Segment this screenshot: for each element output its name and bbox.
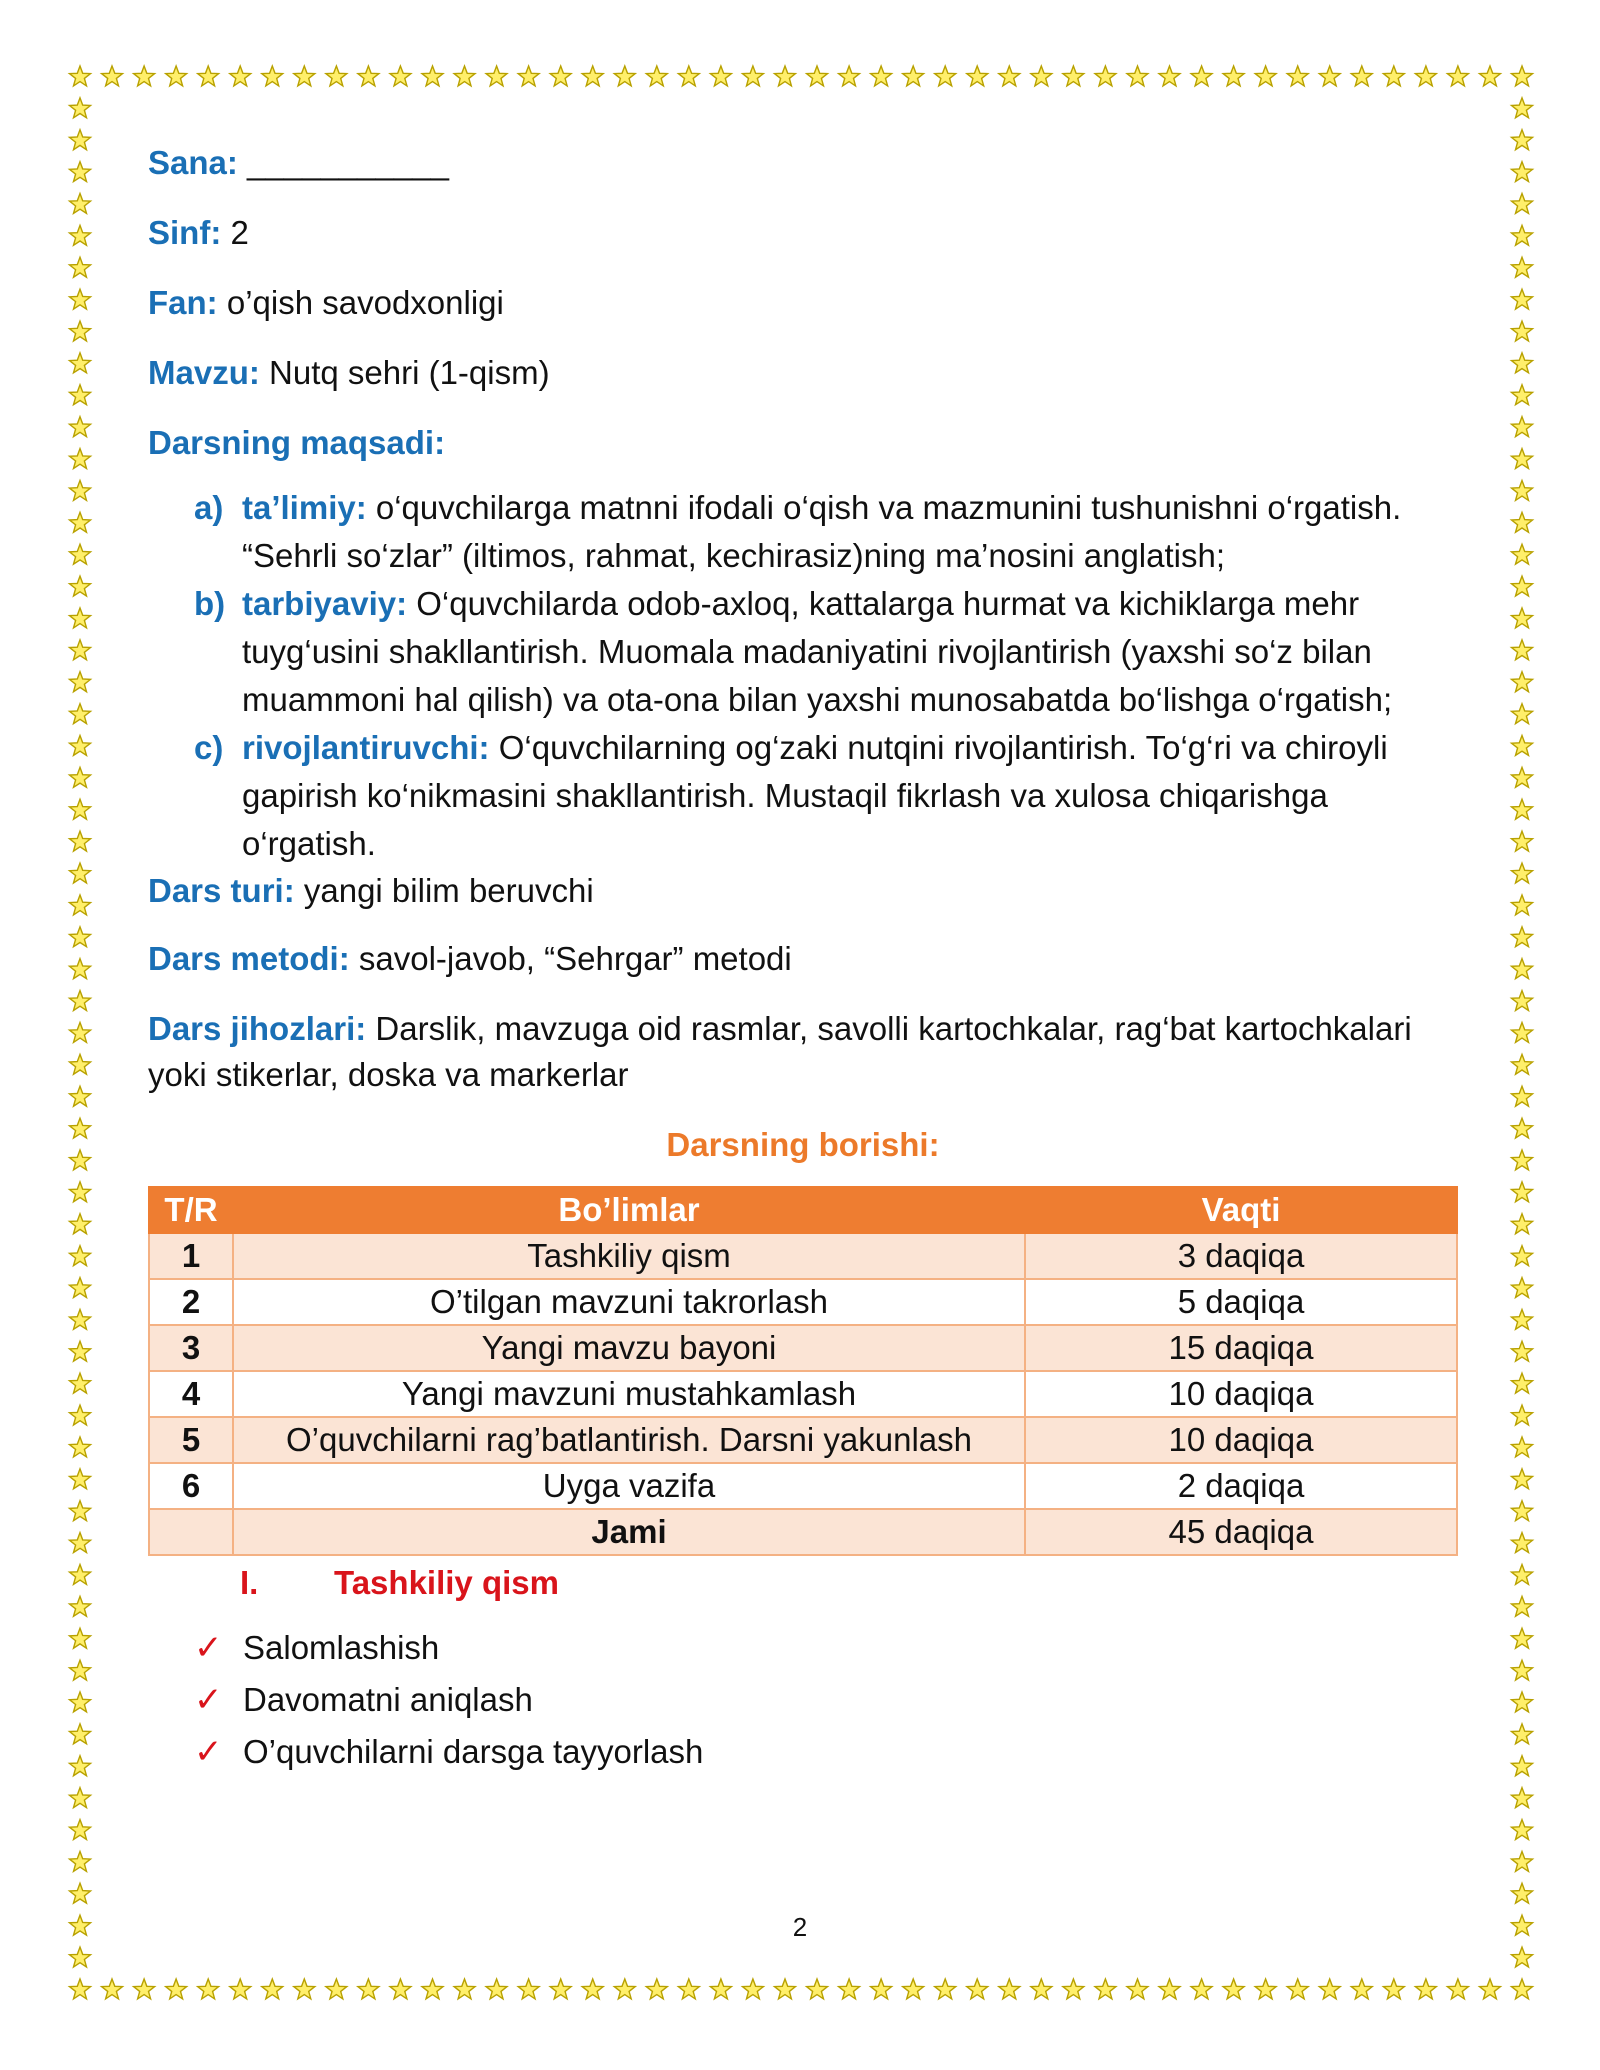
star-icon: [1512, 959, 1533, 979]
star-icon: [294, 1979, 315, 1999]
star-icon: [1512, 1469, 1533, 1489]
star-icon: [70, 1724, 91, 1744]
star-icon: [1512, 449, 1533, 469]
star-icon: [70, 449, 91, 469]
goal-label: rivojlantiruvchi:: [242, 729, 490, 766]
checklist: [148, 1622, 1458, 1778]
star-icon: [1512, 1437, 1533, 1457]
star-icon: [1512, 608, 1533, 628]
star-icon: [1512, 1820, 1533, 1840]
star-icon: [1512, 1692, 1533, 1712]
star-icon: [1031, 1979, 1052, 1999]
star-icon: [903, 1979, 924, 1999]
star-icon: [70, 831, 91, 851]
star-icon: [70, 1278, 91, 1298]
grade-label: Sinf:: [148, 214, 222, 251]
star-icon: [1512, 512, 1533, 532]
row-number: 5: [149, 1417, 233, 1463]
row-number: 3: [149, 1325, 233, 1371]
table-row: [149, 1371, 1457, 1417]
star-icon: [294, 66, 315, 86]
star-icon: [1383, 66, 1404, 86]
row-time: 10 daqiqa: [1025, 1371, 1457, 1417]
star-icon: [646, 1979, 667, 1999]
star-icon: [1512, 321, 1533, 341]
star-icon: [1512, 1852, 1533, 1872]
star-icon: [710, 66, 731, 86]
star-icon: [1287, 66, 1308, 86]
star-icon: [1159, 66, 1180, 86]
star-icon: [1383, 1979, 1404, 1999]
topic-value: Nutq sehri (1-qism): [269, 354, 550, 391]
star-icon: [550, 66, 571, 86]
star-icon: [1512, 98, 1533, 118]
star-icon: [1512, 1278, 1533, 1298]
table-total-row: [149, 1509, 1457, 1555]
table-header-row: [149, 1187, 1457, 1233]
star-icon: [1512, 1883, 1533, 1903]
star-icon: [518, 66, 539, 86]
star-icon: [70, 1086, 91, 1106]
star-icon: [678, 1979, 699, 1999]
star-icon: [70, 1692, 91, 1712]
star-icon: [1319, 66, 1340, 86]
star-icon: [70, 1246, 91, 1266]
star-icon: [646, 66, 667, 86]
star-icon: [999, 66, 1020, 86]
topic-field: [148, 350, 1458, 396]
method-field: [148, 936, 1458, 982]
star-icon: [70, 353, 91, 373]
star-icon: [70, 512, 91, 532]
star-icon: [582, 66, 603, 86]
star-icon: [70, 1979, 91, 1999]
star-icon: [70, 98, 91, 118]
method-label: Dars metodi:: [148, 940, 350, 977]
star-icon: [1223, 1979, 1244, 1999]
star-icon: [935, 66, 956, 86]
star-icon: [70, 959, 91, 979]
star-icon: [70, 1852, 91, 1872]
star-icon: [518, 1979, 539, 1999]
star-icon: [1223, 66, 1244, 86]
star-icon: [1127, 1979, 1148, 1999]
star-icon: [935, 1979, 956, 1999]
star-icon: [70, 1437, 91, 1457]
star-icon: [1512, 130, 1533, 150]
plan-title: Darsning borishi:: [666, 1126, 940, 1163]
goal-marker: c): [194, 729, 224, 766]
checklist-item: [148, 1674, 1458, 1726]
star-icon: [1447, 1979, 1468, 1999]
row-number: 2: [149, 1279, 233, 1325]
star-icon: [486, 66, 507, 86]
star-icon: [1512, 1565, 1533, 1585]
star-icon: [454, 66, 475, 86]
lesson-type-label: Dars turi:: [148, 872, 295, 909]
star-icon: [70, 1310, 91, 1330]
goal-item: [148, 484, 1458, 580]
star-icon: [70, 1533, 91, 1553]
star-icon: [1095, 1979, 1116, 1999]
star-icon: [134, 66, 155, 86]
star-icon: [1512, 385, 1533, 405]
star-icon: [1127, 66, 1148, 86]
star-icon: [807, 66, 828, 86]
total-value: 45 daqiqa: [1025, 1509, 1457, 1555]
star-icon: [582, 1979, 603, 1999]
star-icon: [166, 66, 187, 86]
star-icon: [1512, 1023, 1533, 1043]
star-icon: [871, 1979, 892, 1999]
star-icon: [1512, 1628, 1533, 1648]
star-icon: [1512, 1596, 1533, 1616]
goal-text: O‘quvchilarda odob-axloq, kattalarga hurmat va kichiklarga mehr tuyg‘usini shakllantirish. Muomala madaniyatini rivojlantirish (yaxshi so‘z bilan muammoni hal qilish) va ota-ona bilan yaxshi munosabatda bo‘lishga o‘rgatish;: [242, 585, 1393, 718]
row-section: Tashkiliy qism: [233, 1233, 1025, 1279]
row-section: O’quvchilarni rag’batlantirish. Darsni yakunlash: [233, 1417, 1025, 1463]
star-icon: [1512, 162, 1533, 182]
checklist-item: [148, 1726, 1458, 1778]
star-icon: [1191, 1979, 1212, 1999]
star-icon: [1415, 1979, 1436, 1999]
row-time: 15 daqiqa: [1025, 1325, 1457, 1371]
equipment-field: [148, 1006, 1458, 1098]
date-field: [148, 140, 1458, 186]
star-icon: [198, 66, 219, 86]
star-icon: [1159, 1979, 1180, 1999]
star-icon: [70, 576, 91, 596]
row-number: 6: [149, 1463, 233, 1509]
star-icon: [839, 1979, 860, 1999]
star-icon: [1512, 1947, 1533, 1967]
lesson-plan-table: [148, 1186, 1458, 1556]
star-icon: [102, 1979, 123, 1999]
star-icon: [70, 417, 91, 437]
star-icon: [1512, 1118, 1533, 1138]
section-title: Tashkiliy qism: [334, 1564, 559, 1601]
star-icon: [1351, 1979, 1372, 1999]
star-icon: [70, 1469, 91, 1489]
topic-label: Mavzu:: [148, 354, 260, 391]
section-roman-numeral: I.: [240, 1564, 259, 1601]
section-heading: [240, 1560, 1458, 1606]
goal-text: O‘quvchilarning og‘zaki nutqini rivojlantirish. To‘g‘ri va chiroyli gapirish ko‘nikmasini shakllantirish. Mustaqil fikrlash va xulosa chiqarishga o‘rgatish.: [242, 729, 1388, 862]
star-icon: [614, 66, 635, 86]
star-icon: [70, 1820, 91, 1840]
star-icon: [1512, 1979, 1533, 1999]
star-icon: [358, 1979, 379, 1999]
star-icon: [1512, 225, 1533, 245]
star-icon: [967, 66, 988, 86]
star-icon: [1512, 927, 1533, 947]
star-icon: [614, 1979, 635, 1999]
star-icon: [70, 1947, 91, 1967]
star-icon: [70, 481, 91, 501]
date-blank: ___________: [247, 144, 449, 181]
star-icon: [1063, 66, 1084, 86]
star-icon: [1512, 1341, 1533, 1361]
star-icon: [710, 1979, 731, 1999]
star-icon: [1512, 289, 1533, 309]
star-icon: [1512, 1533, 1533, 1553]
star-icon: [134, 1979, 155, 1999]
row-section: O’tilgan mavzuni takrorlash: [233, 1279, 1025, 1325]
star-icon: [70, 130, 91, 150]
goal-marker: a): [194, 489, 224, 526]
page-number: 2: [792, 1912, 808, 1942]
row-number: 1: [149, 1233, 233, 1279]
star-icon: [70, 1373, 91, 1393]
goals-list: [148, 484, 1458, 868]
star-icon: [70, 289, 91, 309]
total-label: Jami: [233, 1509, 1025, 1555]
star-icon: [1255, 1979, 1276, 1999]
star-icon: [1512, 831, 1533, 851]
star-icon: [454, 1979, 475, 1999]
star-icon: [486, 1979, 507, 1999]
grade-value: 2: [230, 214, 249, 251]
goal-label: tarbiyaviy:: [242, 585, 408, 622]
star-icon: [70, 257, 91, 277]
table-row: [149, 1463, 1457, 1509]
table-row: [149, 1279, 1457, 1325]
star-icon: [70, 863, 91, 883]
star-icon: [1447, 66, 1468, 86]
star-icon: [230, 66, 251, 86]
col-header-time: Vaqti: [1025, 1187, 1457, 1233]
star-icon: [1191, 66, 1212, 86]
method-value: savol-javob, “Sehrgar” metodi: [358, 940, 792, 977]
col-header-sections: Bo’limlar: [233, 1187, 1025, 1233]
star-icon: [70, 1660, 91, 1680]
star-icon: [775, 1979, 796, 1999]
checkmark-icon: ✓: [194, 1629, 223, 1667]
star-icon: [70, 1596, 91, 1616]
star-icon: [1512, 576, 1533, 596]
star-icon: [70, 991, 91, 1011]
star-icon: [1512, 767, 1533, 787]
checklist-item-label: Davomatni aniqlash: [243, 1681, 533, 1718]
star-icon: [70, 321, 91, 341]
star-icon: [1512, 257, 1533, 277]
star-icon: [70, 1341, 91, 1361]
star-icon: [1512, 1405, 1533, 1425]
star-icon: [70, 895, 91, 915]
star-icon: [1512, 1182, 1533, 1202]
star-icon: [70, 1405, 91, 1425]
star-icon: [70, 608, 91, 628]
row-section: Yangi mavzuni mustahkamlash: [233, 1371, 1025, 1417]
star-icon: [1512, 353, 1533, 373]
star-icon: [70, 194, 91, 214]
row-section: Yangi mavzu bayoni: [233, 1325, 1025, 1371]
subject-value: o’qish savodxonligi: [226, 284, 504, 321]
star-icon: [1063, 1979, 1084, 1999]
star-icon: [1512, 1373, 1533, 1393]
star-icon: [775, 66, 796, 86]
total-number-cell: [149, 1509, 233, 1555]
star-icon: [1512, 417, 1533, 437]
star-icon: [198, 1979, 219, 1999]
table-row: [149, 1233, 1457, 1279]
star-icon: [1480, 66, 1501, 86]
lesson-plan-page: [148, 140, 1458, 1778]
star-icon: [70, 66, 91, 86]
star-icon: [1512, 1310, 1533, 1330]
star-icon: [1095, 66, 1116, 86]
star-icon: [1512, 863, 1533, 883]
checklist-item-label: O’quvchilarni darsga tayyorlash: [243, 1733, 704, 1770]
star-icon: [1512, 1086, 1533, 1106]
star-icon: [678, 66, 699, 86]
row-time: 10 daqiqa: [1025, 1417, 1457, 1463]
star-icon: [422, 1979, 443, 1999]
star-icon: [1512, 672, 1533, 692]
lesson-type-field: [148, 868, 1458, 914]
star-icon: [262, 1979, 283, 1999]
table-row: [149, 1325, 1457, 1371]
star-icon: [1480, 1979, 1501, 1999]
star-icon: [70, 1150, 91, 1170]
subject-label: Fan:: [148, 284, 218, 321]
star-icon: [550, 1979, 571, 1999]
star-icon: [1512, 194, 1533, 214]
star-icon: [70, 927, 91, 947]
star-icon: [1255, 66, 1276, 86]
star-icon: [1512, 736, 1533, 756]
goal-marker: b): [194, 585, 226, 622]
checkmark-icon: ✓: [194, 1681, 223, 1719]
star-icon: [1512, 1150, 1533, 1170]
star-icon: [326, 66, 347, 86]
row-time: 2 daqiqa: [1025, 1463, 1457, 1509]
star-icon: [807, 1979, 828, 1999]
star-icon: [70, 640, 91, 660]
star-icon: [358, 66, 379, 86]
star-icon: [390, 1979, 411, 1999]
star-icon: [871, 66, 892, 86]
star-icon: [262, 66, 283, 86]
star-icon: [1512, 704, 1533, 724]
star-icon: [1512, 66, 1533, 86]
star-icon: [70, 799, 91, 819]
star-icon: [743, 1979, 764, 1999]
star-icon: [70, 1756, 91, 1776]
star-icon: [70, 1628, 91, 1648]
star-icon: [390, 66, 411, 86]
star-icon: [70, 162, 91, 182]
star-icon: [1512, 640, 1533, 660]
checkmark-icon: ✓: [194, 1733, 223, 1771]
lesson-type-value: yangi bilim beruvchi: [303, 872, 594, 909]
subject-field: [148, 280, 1458, 326]
star-icon: [1512, 481, 1533, 501]
star-icon: [1512, 1501, 1533, 1521]
star-icon: [839, 66, 860, 86]
goals-heading: [148, 420, 1458, 466]
row-time: 5 daqiqa: [1025, 1279, 1457, 1325]
goals-label: Darsning maqsadi:: [148, 424, 446, 461]
star-icon: [967, 1979, 988, 1999]
checklist-item-label: Salomlashish: [243, 1629, 440, 1666]
star-icon: [70, 1182, 91, 1202]
date-label: Sana:: [148, 144, 238, 181]
star-icon: [1287, 1979, 1308, 1999]
star-icon: [70, 1565, 91, 1585]
star-icon: [1512, 544, 1533, 564]
star-icon: [1512, 1756, 1533, 1776]
star-icon: [903, 66, 924, 86]
row-number: 4: [149, 1371, 233, 1417]
star-icon: [1512, 1246, 1533, 1266]
star-icon: [70, 1054, 91, 1074]
equipment-value: Darslik, mavzuga oid rasmlar, savolli kartochkalar, rag‘bat kartochkalari yoki stikerlar, doska va markerlar: [148, 1010, 1412, 1093]
row-time: 3 daqiqa: [1025, 1233, 1457, 1279]
grade-field: [148, 210, 1458, 256]
star-icon: [70, 385, 91, 405]
goal-item: [148, 724, 1458, 868]
star-icon: [1512, 1214, 1533, 1234]
star-icon: [1512, 1054, 1533, 1074]
star-icon: [1319, 1979, 1340, 1999]
star-icon: [1512, 1660, 1533, 1680]
star-icon: [102, 66, 123, 86]
star-icon: [230, 1979, 251, 1999]
star-icon: [70, 544, 91, 564]
goal-label: ta’limiy:: [242, 489, 367, 526]
star-icon: [166, 1979, 187, 1999]
star-icon: [422, 66, 443, 86]
star-icon: [70, 1883, 91, 1903]
goal-item: [148, 580, 1458, 724]
star-icon: [70, 1118, 91, 1138]
table-row: [149, 1417, 1457, 1463]
star-icon: [70, 704, 91, 724]
star-icon: [70, 672, 91, 692]
star-icon: [743, 66, 764, 86]
star-icon: [1512, 799, 1533, 819]
star-icon: [70, 225, 91, 245]
star-icon: [1351, 66, 1372, 86]
star-icon: [70, 767, 91, 787]
star-icon: [1512, 1724, 1533, 1744]
goal-text: o‘quvchilarga matnni ifodali o‘qish va mazmunini tushunishni o‘rgatish. “Sehrli so‘zlar” (iltimos, rahmat, kechirasiz)ning ma’nosini anglatish;: [242, 489, 1402, 574]
star-icon: [70, 1788, 91, 1808]
star-icon: [70, 1023, 91, 1043]
col-header-number: T/R: [149, 1187, 233, 1233]
star-icon: [1415, 66, 1436, 86]
star-icon: [70, 736, 91, 756]
star-icon: [326, 1979, 347, 1999]
star-icon: [1512, 1788, 1533, 1808]
star-icon: [70, 1501, 91, 1521]
star-icon: [999, 1979, 1020, 1999]
star-icon: [1512, 895, 1533, 915]
checklist-item: [148, 1622, 1458, 1674]
star-icon: [1512, 991, 1533, 1011]
star-icon: [1031, 66, 1052, 86]
star-icon: [70, 1214, 91, 1234]
row-section: Uyga vazifa: [233, 1463, 1025, 1509]
equipment-label: Dars jihozlari:: [148, 1010, 367, 1047]
